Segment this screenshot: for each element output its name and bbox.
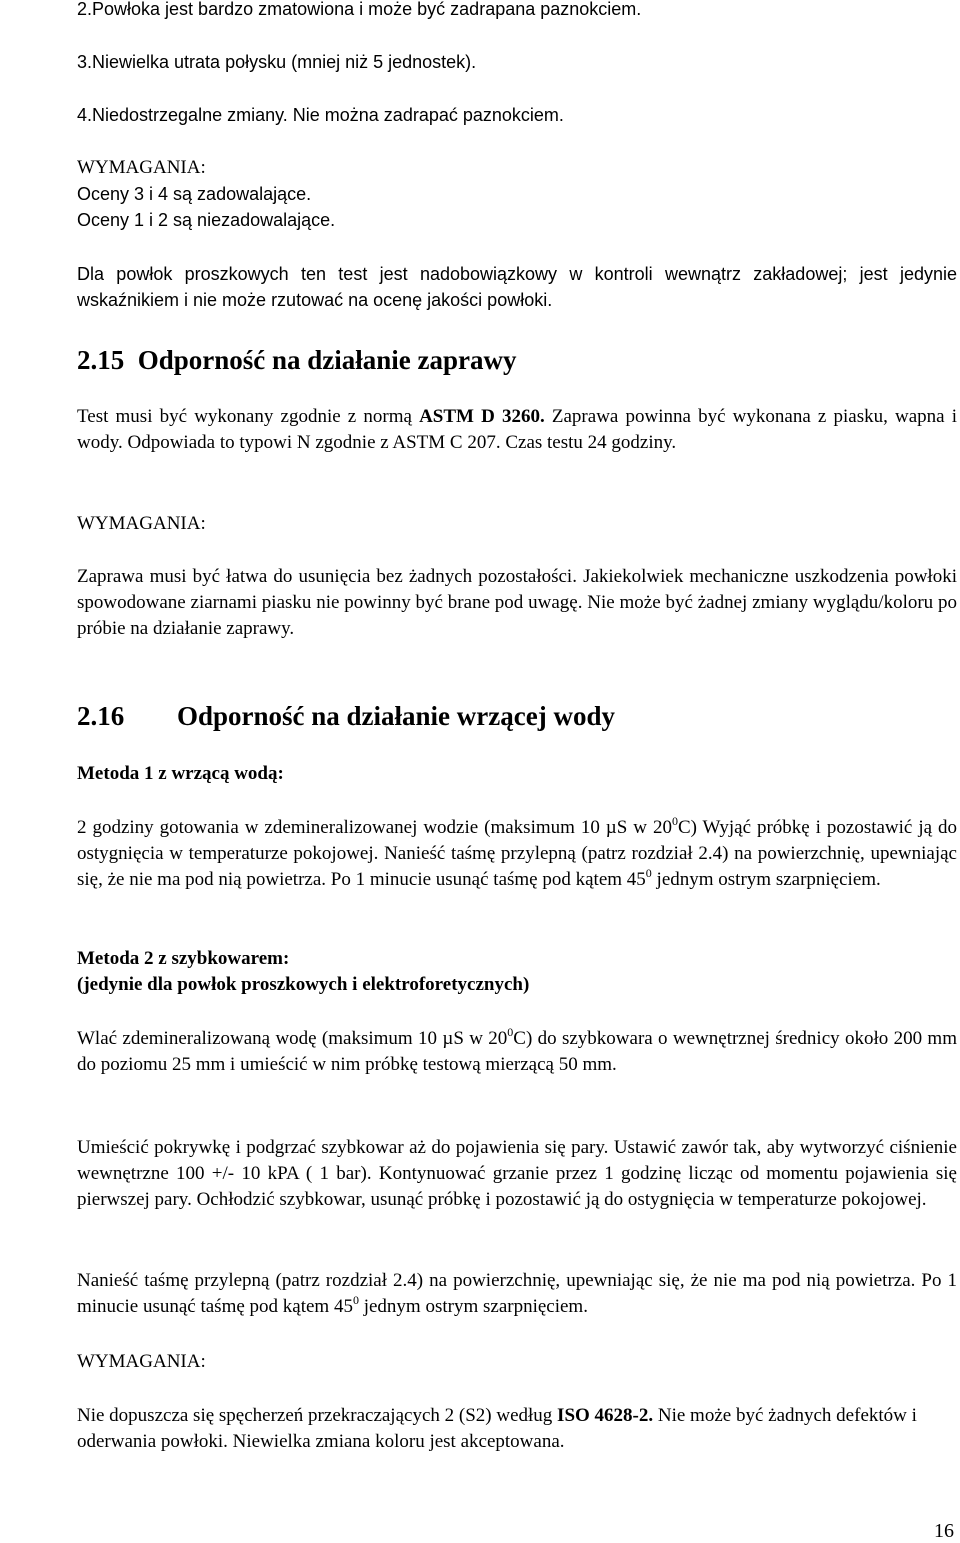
section-number: 2.15: [77, 345, 125, 375]
superscript: 0: [671, 814, 678, 828]
requirements-heading: WYMAGANIA:: [77, 157, 206, 178]
standard-reference: ASTM D 3260.: [419, 406, 545, 427]
list-item-2: 2.Powłoka jest bardzo zmatowiona i może być zadrapana paznokciem.: [77, 0, 642, 19]
text-span: Nanieść taśmę przylepną (patrz rozdział 2.4) na powierzchnię, upewniając się, że nie ma pod nią powietrza. Po 1 minucie usunąć taśmę pod kątem 45: [77, 1270, 957, 1317]
method-1-heading: Metoda 1 z wrzącą wodą:: [77, 763, 284, 784]
mortar-test-paragraph: [77, 404, 957, 456]
superscript: 0: [645, 866, 652, 880]
text-span: C) do szybkowara o wewnętrznej średnicy około 200 mm do poziomu 25 mm i umieścić w nim próbkę testową mierzącą 50 mm.: [77, 1028, 957, 1075]
requirement-line: Oceny 3 i 4 są zadowalające.: [77, 184, 312, 204]
superscript: 0: [507, 1025, 514, 1039]
section-heading-2-15: [77, 344, 957, 376]
text-span: Zaprawa powinna być wykonana z piasku, wapna i wody. Odpowiada to typowi N zgodnie z ASTM C 207. Czas testu 24 godziny.: [77, 406, 957, 453]
text-span: Test musi być wykonany zgodnie z normą: [77, 406, 420, 427]
boiling-water-requirements-paragraph: [77, 1403, 957, 1455]
method-2-heading: Metoda 2 z szybkowarem:: [77, 948, 290, 969]
method-1-paragraph: [77, 815, 957, 893]
powder-coating-note: Dla powłok proszkowych ten test jest nadobowiązkowy w kontroli wewnątrz zakładowej; jest jedynie wskaźnikiem i nie może rzutować na ocenę jakości powłoki.: [77, 264, 957, 310]
list-item-4: 4.Niedostrzegalne zmiany. Nie można zadrapać paznokciem.: [77, 105, 564, 125]
requirements-heading: WYMAGANIA:: [77, 513, 206, 534]
section-number: 2.16: [77, 701, 125, 731]
mortar-requirements-paragraph: Zaprawa musi być łatwa do usunięcia bez żadnych pozostałości. Jakiekolwiek mechaniczne uszkodzenia powłoki spowodowane ziarnami piasku nie powinny być brane pod uwagę. Nie może być żadnej zmiany wyglądu/koloru po próbie na działanie zaprawy.: [77, 566, 957, 639]
requirement-line: Oceny 1 i 2 są niezadowalające.: [77, 210, 336, 230]
text-span: Nie może być żadnych defektów i oderwania powłoki. Niewielka zmiana koloru jest akceptowana.: [77, 1405, 917, 1452]
method-2-subheading: (jedynie dla powłok proszkowych i elektroforetycznych): [77, 974, 530, 995]
method-2-paragraph-3: [77, 1268, 957, 1320]
list-item-3: 3.Niewielka utrata połysku (mniej niż 5 jednostek).: [77, 52, 477, 72]
requirements-heading: WYMAGANIA:: [77, 1351, 206, 1372]
section-title: Odporność na działanie wrzącej wody: [177, 701, 615, 731]
text-span: jednym ostrym szarpnięciem.: [651, 869, 881, 890]
text-span: 2 godziny gotowania w zdemineralizowanej wodzie (maksimum 10 µS w 20: [77, 817, 672, 838]
text-span: jednym ostrym szarpnięciem.: [358, 1296, 588, 1317]
text-span: Wlać zdemineralizowaną wodę (maksimum 10 µS w 20: [77, 1028, 508, 1049]
section-heading-2-16: [77, 700, 957, 732]
superscript: 0: [352, 1293, 359, 1307]
section-title: Odporność na działanie zaprawy: [137, 345, 517, 375]
page-number: 16: [934, 1520, 954, 1542]
text-span: Nie dopuszcza się spęcherzeń przekraczających 2 (S2) według: [77, 1405, 558, 1426]
standard-reference: ISO 4628-2.: [557, 1405, 654, 1426]
method-2-paragraph-2: Umieścić pokrywkę i podgrzać szybkowar aż do pojawienia się pary. Ustawić zawór tak, aby wytworzyć ciśnienie wewnętrzne 100 +/- 10 kPA ( 1 bar). Kontynuować grzanie przez 1 godzinę licząc od momentu pojawienia się pierwszej pary. Ochłodzić szybkowar, usunąć próbkę i pozostawić ją do ostygnięcia w temperaturze pokojowej.: [77, 1137, 957, 1210]
method-2-paragraph-1: [77, 1026, 957, 1078]
text-span: C) Wyjąć próbkę i pozostawić ją do ostygnięcia w temperaturze pokojowej. Nanieść taśmę przylepną (patrz rozdział 2.4) na powierzchnię, upewniając się, że nie ma pod nią powietrza. Po 1 minucie usunąć taśmę pod kątem 45: [77, 817, 957, 890]
